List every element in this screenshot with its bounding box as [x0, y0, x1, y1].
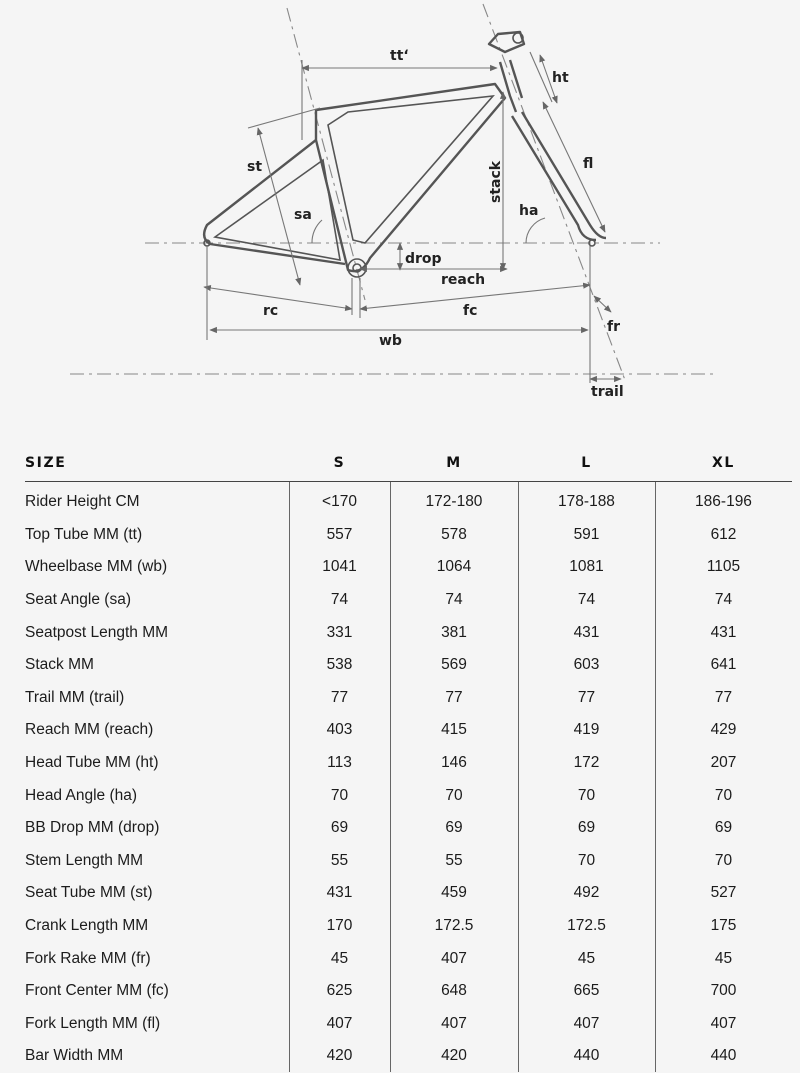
label-trail: trail	[591, 384, 624, 400]
label-fl: fl	[583, 156, 594, 172]
cell-s: 69	[330, 819, 349, 837]
cell-m: 74	[445, 591, 463, 609]
cell-xl: 1105	[706, 558, 741, 576]
cell-s: 74	[330, 591, 349, 609]
row-label: Bar Width MM	[25, 1047, 124, 1065]
table-row	[25, 682, 792, 715]
cell-l: 407	[573, 1014, 600, 1032]
cell-l: 45	[577, 949, 596, 967]
row-label: Reach MM (reach)	[25, 721, 154, 739]
table-row	[25, 812, 792, 845]
cell-xl: 207	[710, 754, 737, 772]
row-label: Fork Length MM (fl)	[25, 1014, 161, 1032]
table-row	[25, 486, 792, 519]
cell-l: 172.5	[567, 917, 606, 935]
label-tt: tt‘	[390, 48, 409, 64]
cell-xl: 431	[710, 623, 737, 641]
table-row	[25, 975, 792, 1008]
table-body	[25, 482, 792, 1073]
cell-s: 170	[326, 917, 353, 935]
row-label: BB Drop MM (drop)	[25, 819, 160, 837]
cell-l: 178-188	[558, 493, 615, 511]
cell-xl: 429	[710, 721, 737, 739]
cell-xl: 77	[714, 688, 733, 706]
cell-s: 538	[326, 656, 353, 674]
cell-m: 55	[445, 851, 463, 869]
cell-l: 70	[577, 786, 596, 804]
cell-s: 557	[326, 525, 353, 543]
frame-outline	[204, 32, 606, 277]
cell-s: 403	[326, 721, 353, 739]
label-fr: fr	[607, 319, 620, 335]
cell-l: 70	[577, 851, 596, 869]
geometry-table	[25, 445, 792, 1073]
dimension-lines	[204, 52, 621, 383]
cell-l: 603	[573, 656, 600, 674]
cell-l: 591	[573, 525, 600, 543]
table-row	[25, 649, 792, 682]
cell-s: 45	[330, 949, 349, 967]
header-m: M	[446, 455, 462, 471]
cell-xl: 175	[710, 917, 737, 935]
cell-xl: 74	[714, 591, 733, 609]
cell-m: 172.5	[434, 917, 474, 935]
cell-xl: 70	[714, 786, 733, 804]
cell-l: 1081	[569, 558, 604, 576]
label-sa: sa	[294, 207, 312, 223]
row-label: Rider Height CM	[25, 493, 140, 511]
cell-m: 407	[441, 1014, 467, 1032]
cell-s: 431	[326, 884, 353, 902]
cell-s: 70	[330, 786, 349, 804]
cell-xl: 407	[710, 1014, 737, 1032]
cell-l: 665	[573, 982, 600, 1000]
cell-s: 407	[326, 1014, 353, 1032]
row-label: Crank Length MM	[25, 917, 149, 935]
header-s: S	[333, 455, 346, 471]
table-row	[25, 519, 792, 552]
cell-xl: 440	[710, 1047, 737, 1065]
table-row	[25, 1008, 792, 1041]
cell-m: 407	[441, 949, 467, 967]
cell-m: 77	[445, 688, 463, 706]
cell-s: 77	[330, 688, 349, 706]
table-row	[25, 584, 792, 617]
cell-s: 331	[326, 623, 353, 641]
table-row	[25, 779, 792, 812]
row-label: Wheelbase MM (wb)	[25, 558, 168, 576]
cell-m: 569	[441, 656, 467, 674]
cell-xl: 700	[710, 982, 737, 1000]
cell-xl: 69	[714, 819, 733, 837]
table-row	[25, 942, 792, 975]
cell-m: 420	[441, 1047, 467, 1065]
cell-m: 459	[441, 884, 467, 902]
cell-xl: 70	[714, 851, 733, 869]
cell-xl: 527	[710, 884, 737, 902]
cell-l: 69	[577, 819, 596, 837]
table-row	[25, 616, 792, 649]
row-label: Stem Length MM	[25, 851, 144, 869]
header-size: SIZE	[25, 455, 67, 471]
cell-s: 420	[326, 1047, 353, 1065]
row-label: Fork Rake MM (fr)	[25, 949, 151, 967]
label-st: st	[247, 159, 263, 175]
cell-l: 431	[573, 623, 600, 641]
cell-s: <170	[322, 493, 357, 511]
cell-xl: 641	[710, 656, 737, 674]
label-ht: ht	[552, 70, 569, 86]
row-label: Seat Angle (sa)	[25, 591, 131, 609]
cell-m: 415	[441, 721, 467, 739]
cell-m: 69	[445, 819, 463, 837]
header-l: L	[581, 455, 592, 471]
cell-xl: 186-196	[695, 493, 752, 511]
label-rc: rc	[263, 303, 279, 319]
table-header-row	[25, 445, 792, 482]
cell-m: 146	[441, 754, 467, 772]
cell-s: 625	[326, 982, 353, 1000]
cell-s: 55	[330, 851, 349, 869]
cell-s: 1041	[322, 558, 357, 576]
label-drop: drop	[405, 251, 442, 267]
row-label: Front Center MM (fc)	[25, 982, 169, 1000]
row-label: Top Tube MM (tt)	[25, 525, 143, 543]
bike-geometry-diagram	[0, 0, 800, 410]
cell-m: 648	[441, 982, 467, 1000]
cell-l: 77	[577, 688, 596, 706]
cell-m: 578	[441, 525, 467, 543]
cell-l: 419	[573, 721, 600, 739]
table-row	[25, 877, 792, 910]
column-divider	[655, 482, 656, 1072]
label-ha: ha	[519, 203, 539, 219]
column-divider	[390, 482, 391, 1072]
table-row	[25, 845, 792, 878]
row-label: Head Angle (ha)	[25, 786, 138, 804]
label-wb: wb	[379, 333, 402, 349]
table-row	[25, 747, 792, 780]
label-stack: stack	[488, 160, 504, 203]
row-label: Seatpost Length MM	[25, 623, 169, 641]
cell-m: 70	[445, 786, 463, 804]
cell-m: 172-180	[425, 493, 483, 511]
cell-m: 381	[441, 623, 467, 641]
cell-l: 492	[573, 884, 600, 902]
row-label: Seat Tube MM (st)	[25, 884, 153, 902]
table-row	[25, 551, 792, 584]
table-row	[25, 1040, 792, 1073]
cell-xl: 45	[714, 949, 733, 967]
cell-s: 113	[327, 754, 352, 772]
label-fc: fc	[463, 303, 478, 319]
cell-l: 440	[573, 1047, 600, 1065]
row-label: Trail MM (trail)	[25, 688, 125, 706]
cell-l: 74	[577, 591, 596, 609]
cell-m: 1064	[436, 558, 472, 576]
cell-xl: 612	[710, 525, 737, 543]
row-label: Head Tube MM (ht)	[25, 754, 159, 772]
cell-l: 172	[573, 754, 600, 772]
column-divider	[518, 482, 519, 1072]
table-row	[25, 910, 792, 943]
table-row	[25, 714, 792, 747]
header-xl: XL	[712, 455, 735, 471]
steering-axis	[483, 4, 625, 380]
column-divider	[289, 482, 290, 1072]
label-reach: reach	[441, 272, 486, 288]
row-label: Stack MM	[25, 656, 94, 674]
